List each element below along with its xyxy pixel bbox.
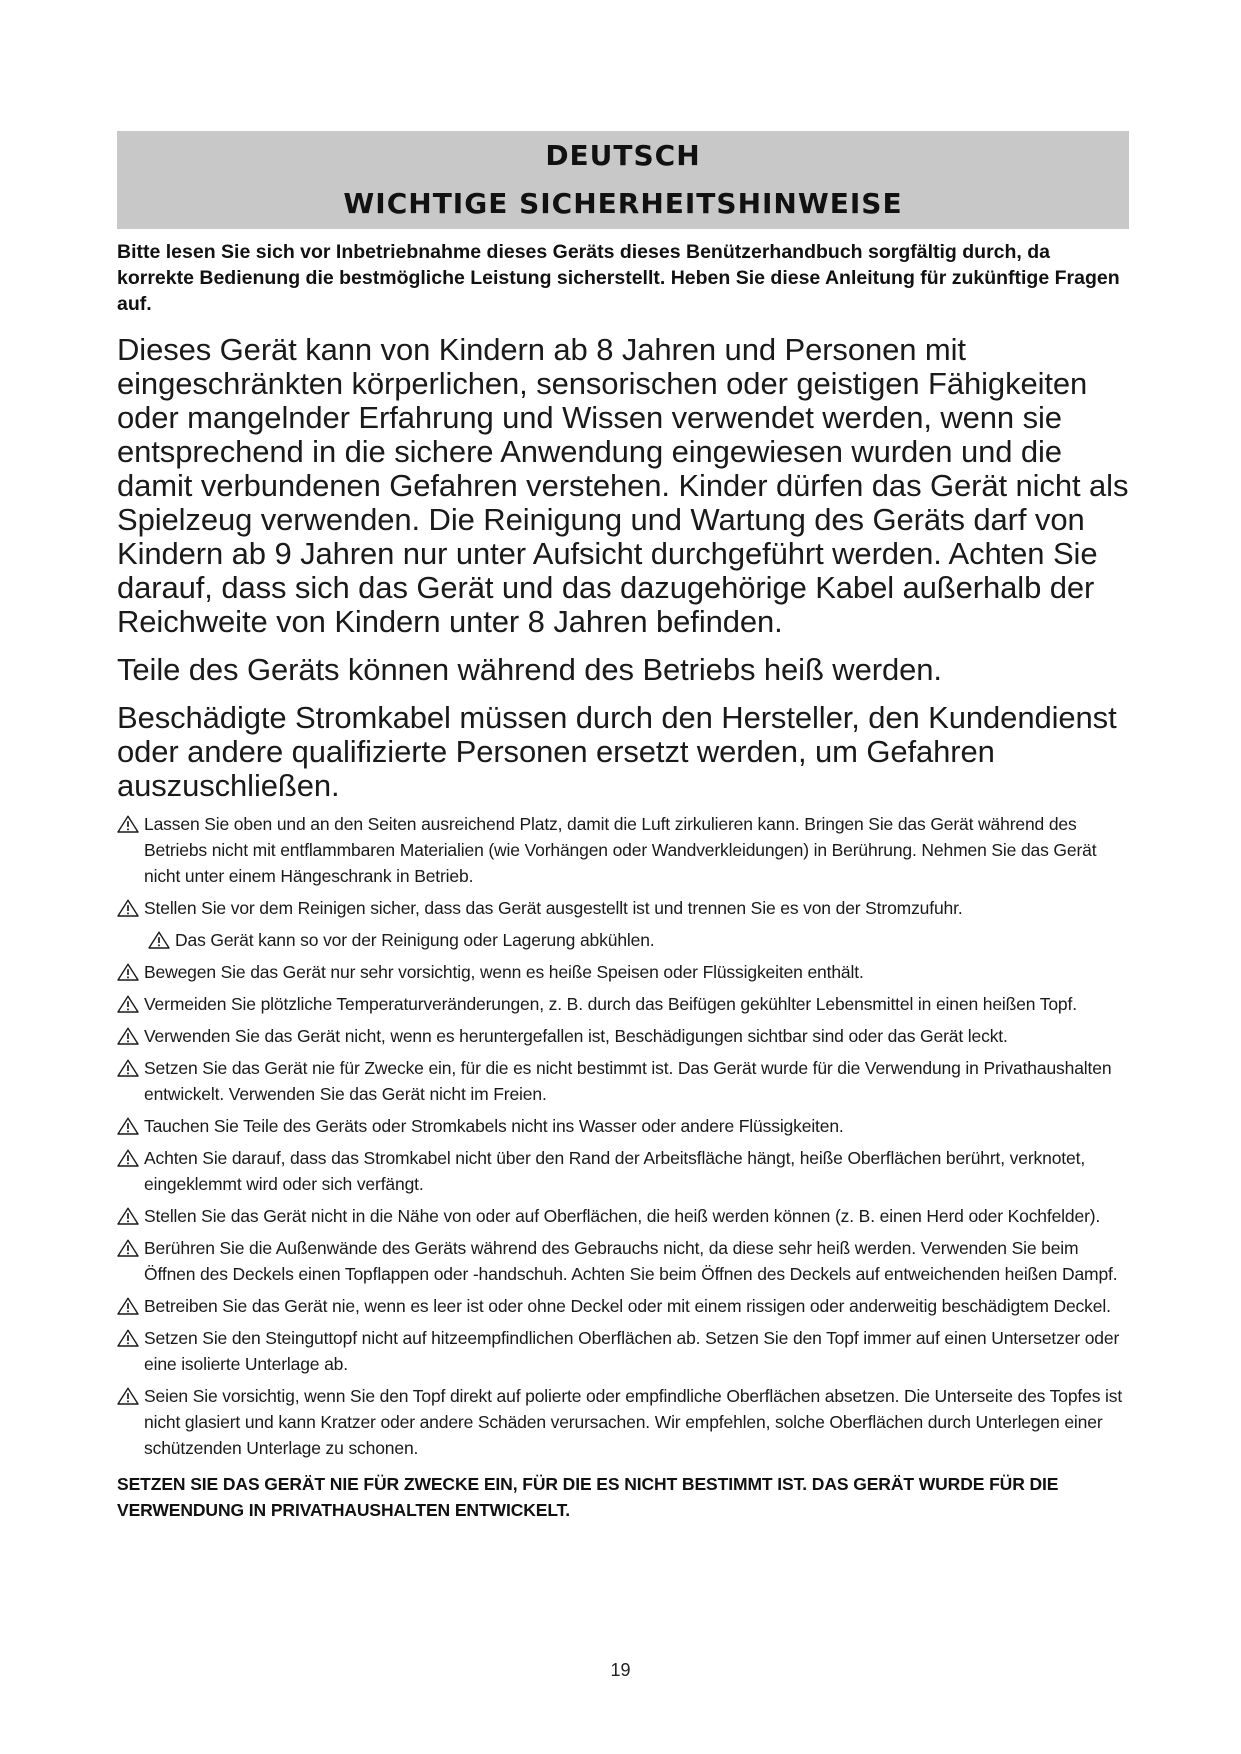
document-page (117, 131, 1129, 1523)
warning-triangle-icon (117, 1329, 139, 1347)
warning-item (117, 1325, 1129, 1377)
warning-text: Setzen Sie den Steinguttopf nicht auf hitzeempfindlichen Oberflächen ab. Setzen Sie den Topf immer auf einen Untersetzer oder eine isolierte Unterlage ab. (144, 1328, 1120, 1374)
warning-triangle-icon (148, 931, 170, 949)
power-cord-paragraph: Beschädigte Stromkabel müssen durch den Hersteller, den Kundendienst oder andere qualifizierte Personen ersetzt werden, um Gefahren auszuschließen. (117, 700, 1117, 803)
warning-triangle-icon (117, 899, 139, 917)
warning-text: Betreiben Sie das Gerät nie, wenn es leer ist oder ohne Deckel oder mit einem rissigen oder anderweitig beschädigtem Deckel. (144, 1296, 1111, 1316)
children-paragraph: Dieses Gerät kann von Kindern ab 8 Jahren und Personen mit eingeschränkten körperlichen, sensorischen oder geistigen Fähigkeiten oder mangelnder Erfahrung und Wissen verwendet werden, wenn sie entsprechend in die sichere Anwendung eingewiesen wurden und die damit verbundenen Gefahren verstehen. Kinder dürfen das Gerät nicht als Spielzeug verwenden. Die Reinigung und Wartung des Geräts darf von Kindern ab 9 Jahren nur unter Aufsicht durchgeführt werden. Achten Sie darauf, dass sich das Gerät und das dazugehörige Kabel außerhalb der Reichweite von Kindern unter 8 Jahren befinden. (117, 332, 1129, 639)
warning-item (117, 1023, 1129, 1049)
warning-item (117, 1383, 1129, 1461)
warning-triangle-icon (117, 1207, 139, 1225)
warning-triangle-icon (117, 1059, 139, 1077)
warning-text: Stellen Sie das Gerät nicht in die Nähe von oder auf Oberflächen, die heiß werden können (z. B. einen Herd oder Kochfelder). (144, 1206, 1101, 1226)
warning-text: Achten Sie darauf, dass das Stromkabel nicht über den Rand der Arbeitsfläche hängt, heiße Oberflächen berührt, verknotet, eingeklemmt wird oder sich verfängt. (144, 1148, 1086, 1194)
warning-item (117, 927, 1129, 953)
warning-triangle-icon (117, 963, 139, 981)
safety-title: WICHTIGE SICHERHEITSHINWEISE (343, 187, 903, 220)
warning-item (117, 991, 1129, 1017)
warning-triangle-icon (117, 1387, 139, 1405)
warning-text: Vermeiden Sie plötzliche Temperaturveränderungen, z. B. durch das Beifügen gekühlter Lebensmittel in einen heißen Topf. (144, 994, 1077, 1014)
warning-text: Stellen Sie vor dem Reinigen sicher, dass das Gerät ausgestellt ist und trennen Sie es von der Stromzufuhr. (144, 898, 963, 918)
warning-triangle-icon (117, 1239, 139, 1257)
warning-item (117, 1235, 1129, 1287)
warning-text: Bewegen Sie das Gerät nur sehr vorsichtig, wenn es heiße Speisen oder Flüssigkeiten enthält. (144, 962, 864, 982)
language-heading: DEUTSCH (545, 139, 701, 172)
hot-parts-paragraph: Teile des Geräts können während des Betriebs heiß werden. (117, 652, 942, 687)
warning-text: Berühren Sie die Außenwände des Geräts während des Gebrauchs nicht, da diese sehr heiß werden. Verwenden Sie beim Öffnen des Deckels einen Topflappen oder -handschuh. Achten Sie beim Öffnen des Deckels auf entweichenden heißen Dampf. (144, 1238, 1118, 1284)
warning-text: Lassen Sie oben und an den Seiten ausreichend Platz, damit die Luft zirkulieren kann. Bringen Sie das Gerät während des Betriebs nicht mit entflammbaren Materialien (wie Vorhängen oder Wandverkleidungen) in Berührung. Nehmen Sie das Gerät nicht unter einem Hängeschrank in Betrieb. (144, 814, 1097, 886)
warning-triangle-icon (117, 1117, 139, 1135)
warning-item (117, 1145, 1129, 1197)
warning-list (117, 811, 1129, 1461)
warning-item (117, 959, 1129, 985)
warning-triangle-icon (117, 1149, 139, 1167)
warning-item (117, 1203, 1129, 1229)
warning-item (117, 1113, 1129, 1139)
warning-triangle-icon (117, 815, 139, 833)
warning-triangle-icon (117, 1297, 139, 1315)
intro-paragraph: Bitte lesen Sie sich vor Inbetriebnahme dieses Geräts dieses Benützerhandbuch sorgfältig durch, da korrekte Bedienung die bestmögliche Leistung sicherstellt. Heben Sie diese Anleitung für zukünftige Fragen auf. (117, 241, 1120, 315)
warning-item (117, 811, 1129, 889)
warning-text: Das Gerät kann so vor der Reinigung oder Lagerung abkühlen. (175, 930, 655, 950)
warning-text: Setzen Sie das Gerät nie für Zwecke ein, für die es nicht bestimmt ist. Das Gerät wurde für die Verwendung in Privathaushalten entwickelt. Verwenden Sie das Gerät nicht im Freien. (144, 1058, 1112, 1104)
closing-notice: SETZEN SIE DAS GERÄT NIE FÜR ZWECKE EIN, FÜR DIE ES NICHT BESTIMMT IST. DAS GERÄT WURDE FÜR DIE VERWENDUNG IN PRIVATHAUSHALTEN ENTWICKELT. (117, 1474, 1059, 1520)
warning-item (117, 895, 1129, 921)
warning-triangle-icon (117, 1027, 139, 1045)
warning-text: Tauchen Sie Teile des Geräts oder Stromkabels nicht ins Wasser oder andere Flüssigkeiten. (144, 1116, 844, 1136)
section-header (117, 131, 1129, 229)
warning-text: Seien Sie vorsichtig, wenn Sie den Topf direkt auf polierte oder empfindliche Oberflächen absetzen. Die Unterseite des Topfes ist nicht glasiert und kann Kratzer oder andere Schäden verursachen. Wir empfehlen, solche Oberflächen durch Unterlegen einer schützenden Unterlage zu schonen. (144, 1386, 1123, 1458)
page-number: 19 (610, 1660, 631, 1680)
warning-item (117, 1055, 1129, 1107)
warning-text: Verwenden Sie das Gerät nicht, wenn es heruntergefallen ist, Beschädigungen sichtbar sind oder das Gerät leckt. (144, 1026, 1008, 1046)
warning-item (117, 1293, 1129, 1319)
warning-triangle-icon (117, 995, 139, 1013)
